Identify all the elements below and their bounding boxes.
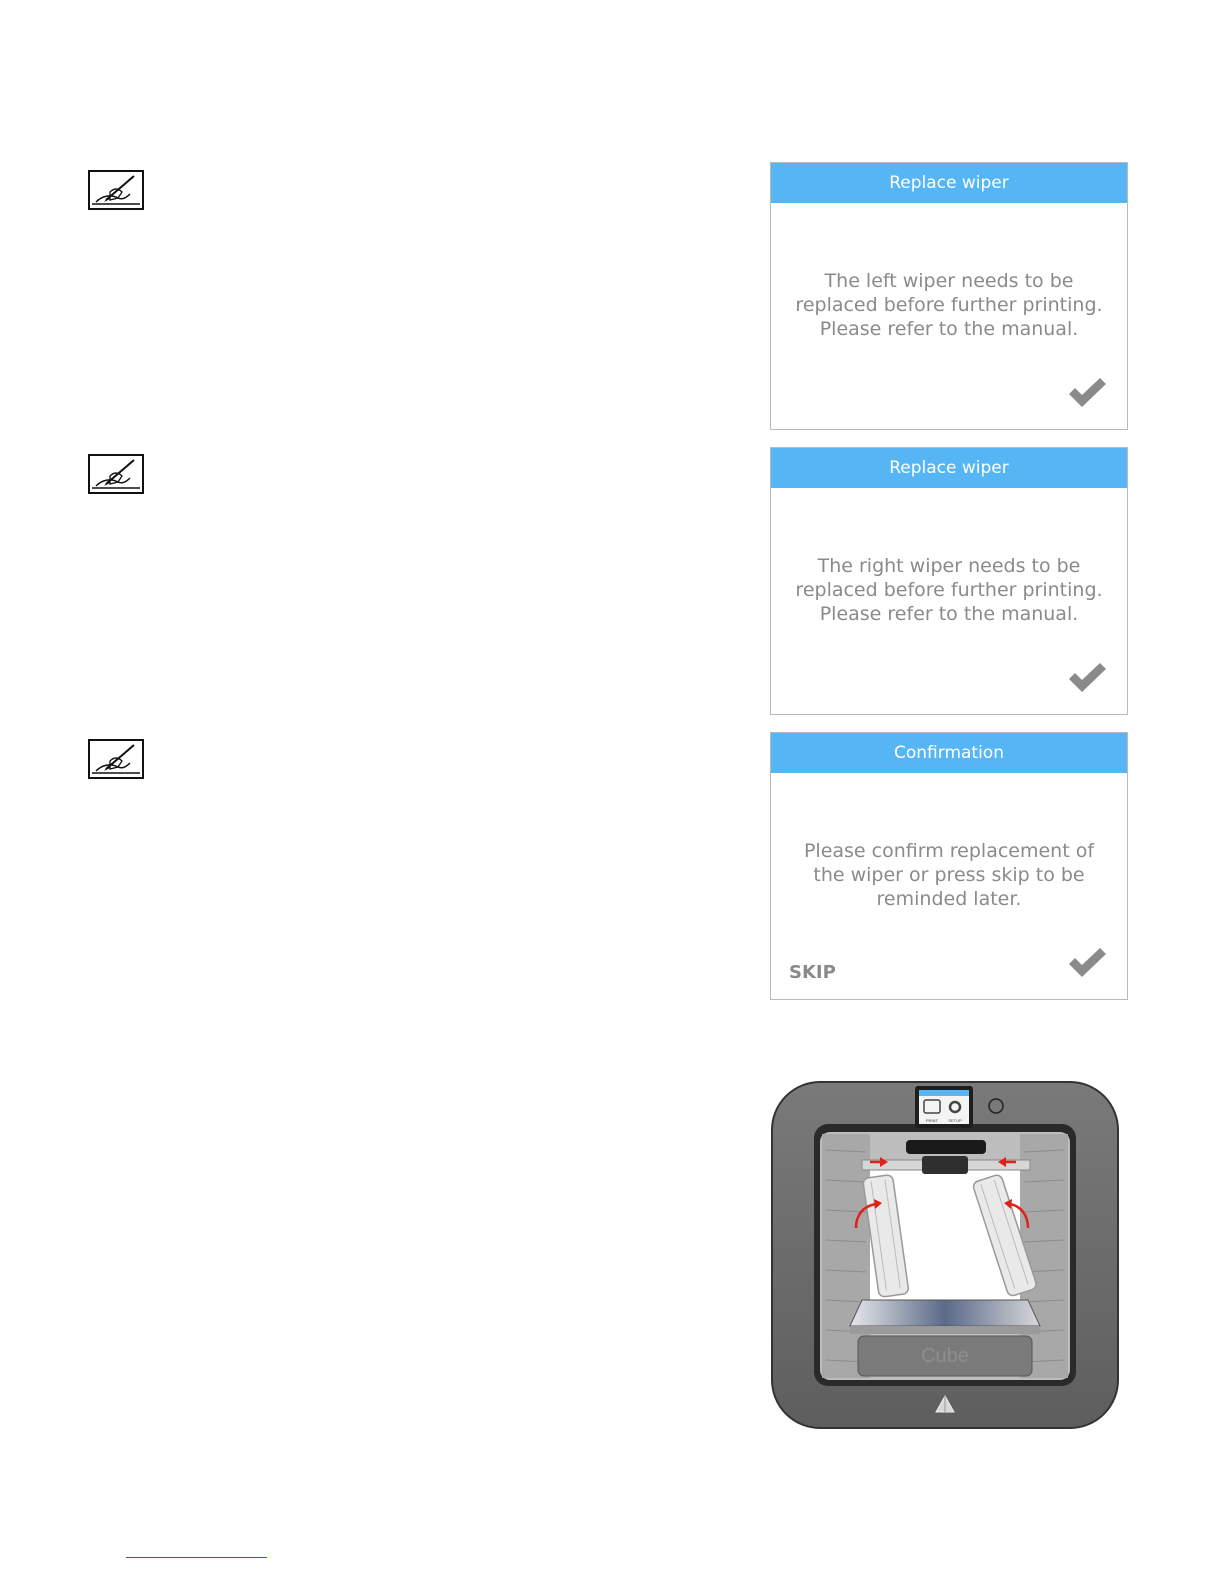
message-line: reminded later. bbox=[876, 888, 1022, 910]
message-line: replaced before further printing. bbox=[795, 579, 1103, 601]
footer-link-underline bbox=[126, 1557, 267, 1558]
panel-print-label: PRINT bbox=[926, 1118, 938, 1123]
panel-setup-label: SETUP bbox=[948, 1118, 962, 1123]
note-pencil-icon bbox=[88, 170, 144, 210]
note-pencil-icon bbox=[88, 454, 144, 494]
message-line: Please confirm replacement of bbox=[803, 840, 1095, 862]
check-icon[interactable] bbox=[1067, 947, 1107, 979]
screen-message bbox=[771, 269, 1127, 341]
screen-title: Confirmation bbox=[771, 733, 1127, 773]
note-pencil-icon bbox=[88, 739, 144, 779]
check-icon[interactable] bbox=[1067, 377, 1107, 409]
screen-title: Replace wiper bbox=[771, 448, 1127, 488]
printer-illustration bbox=[770, 1080, 1120, 1430]
skip-button[interactable]: SKIP bbox=[789, 962, 836, 983]
check-icon[interactable] bbox=[1067, 662, 1107, 694]
replace-right-wiper-screen bbox=[770, 447, 1128, 715]
message-line: The right wiper needs to be bbox=[817, 555, 1081, 577]
message-line: Please refer to the manual. bbox=[819, 318, 1079, 340]
screen-message bbox=[771, 554, 1127, 626]
printer-brand-text: Cube bbox=[921, 1345, 969, 1367]
screen-message bbox=[771, 839, 1127, 911]
message-line: Please refer to the manual. bbox=[819, 603, 1079, 625]
confirmation-screen bbox=[770, 732, 1128, 1000]
replace-left-wiper-screen bbox=[770, 162, 1128, 430]
screen-title: Replace wiper bbox=[771, 163, 1127, 203]
message-line: replaced before further printing. bbox=[795, 294, 1103, 316]
message-line: the wiper or press skip to be bbox=[813, 864, 1085, 886]
message-line: The left wiper needs to be bbox=[824, 270, 1074, 292]
